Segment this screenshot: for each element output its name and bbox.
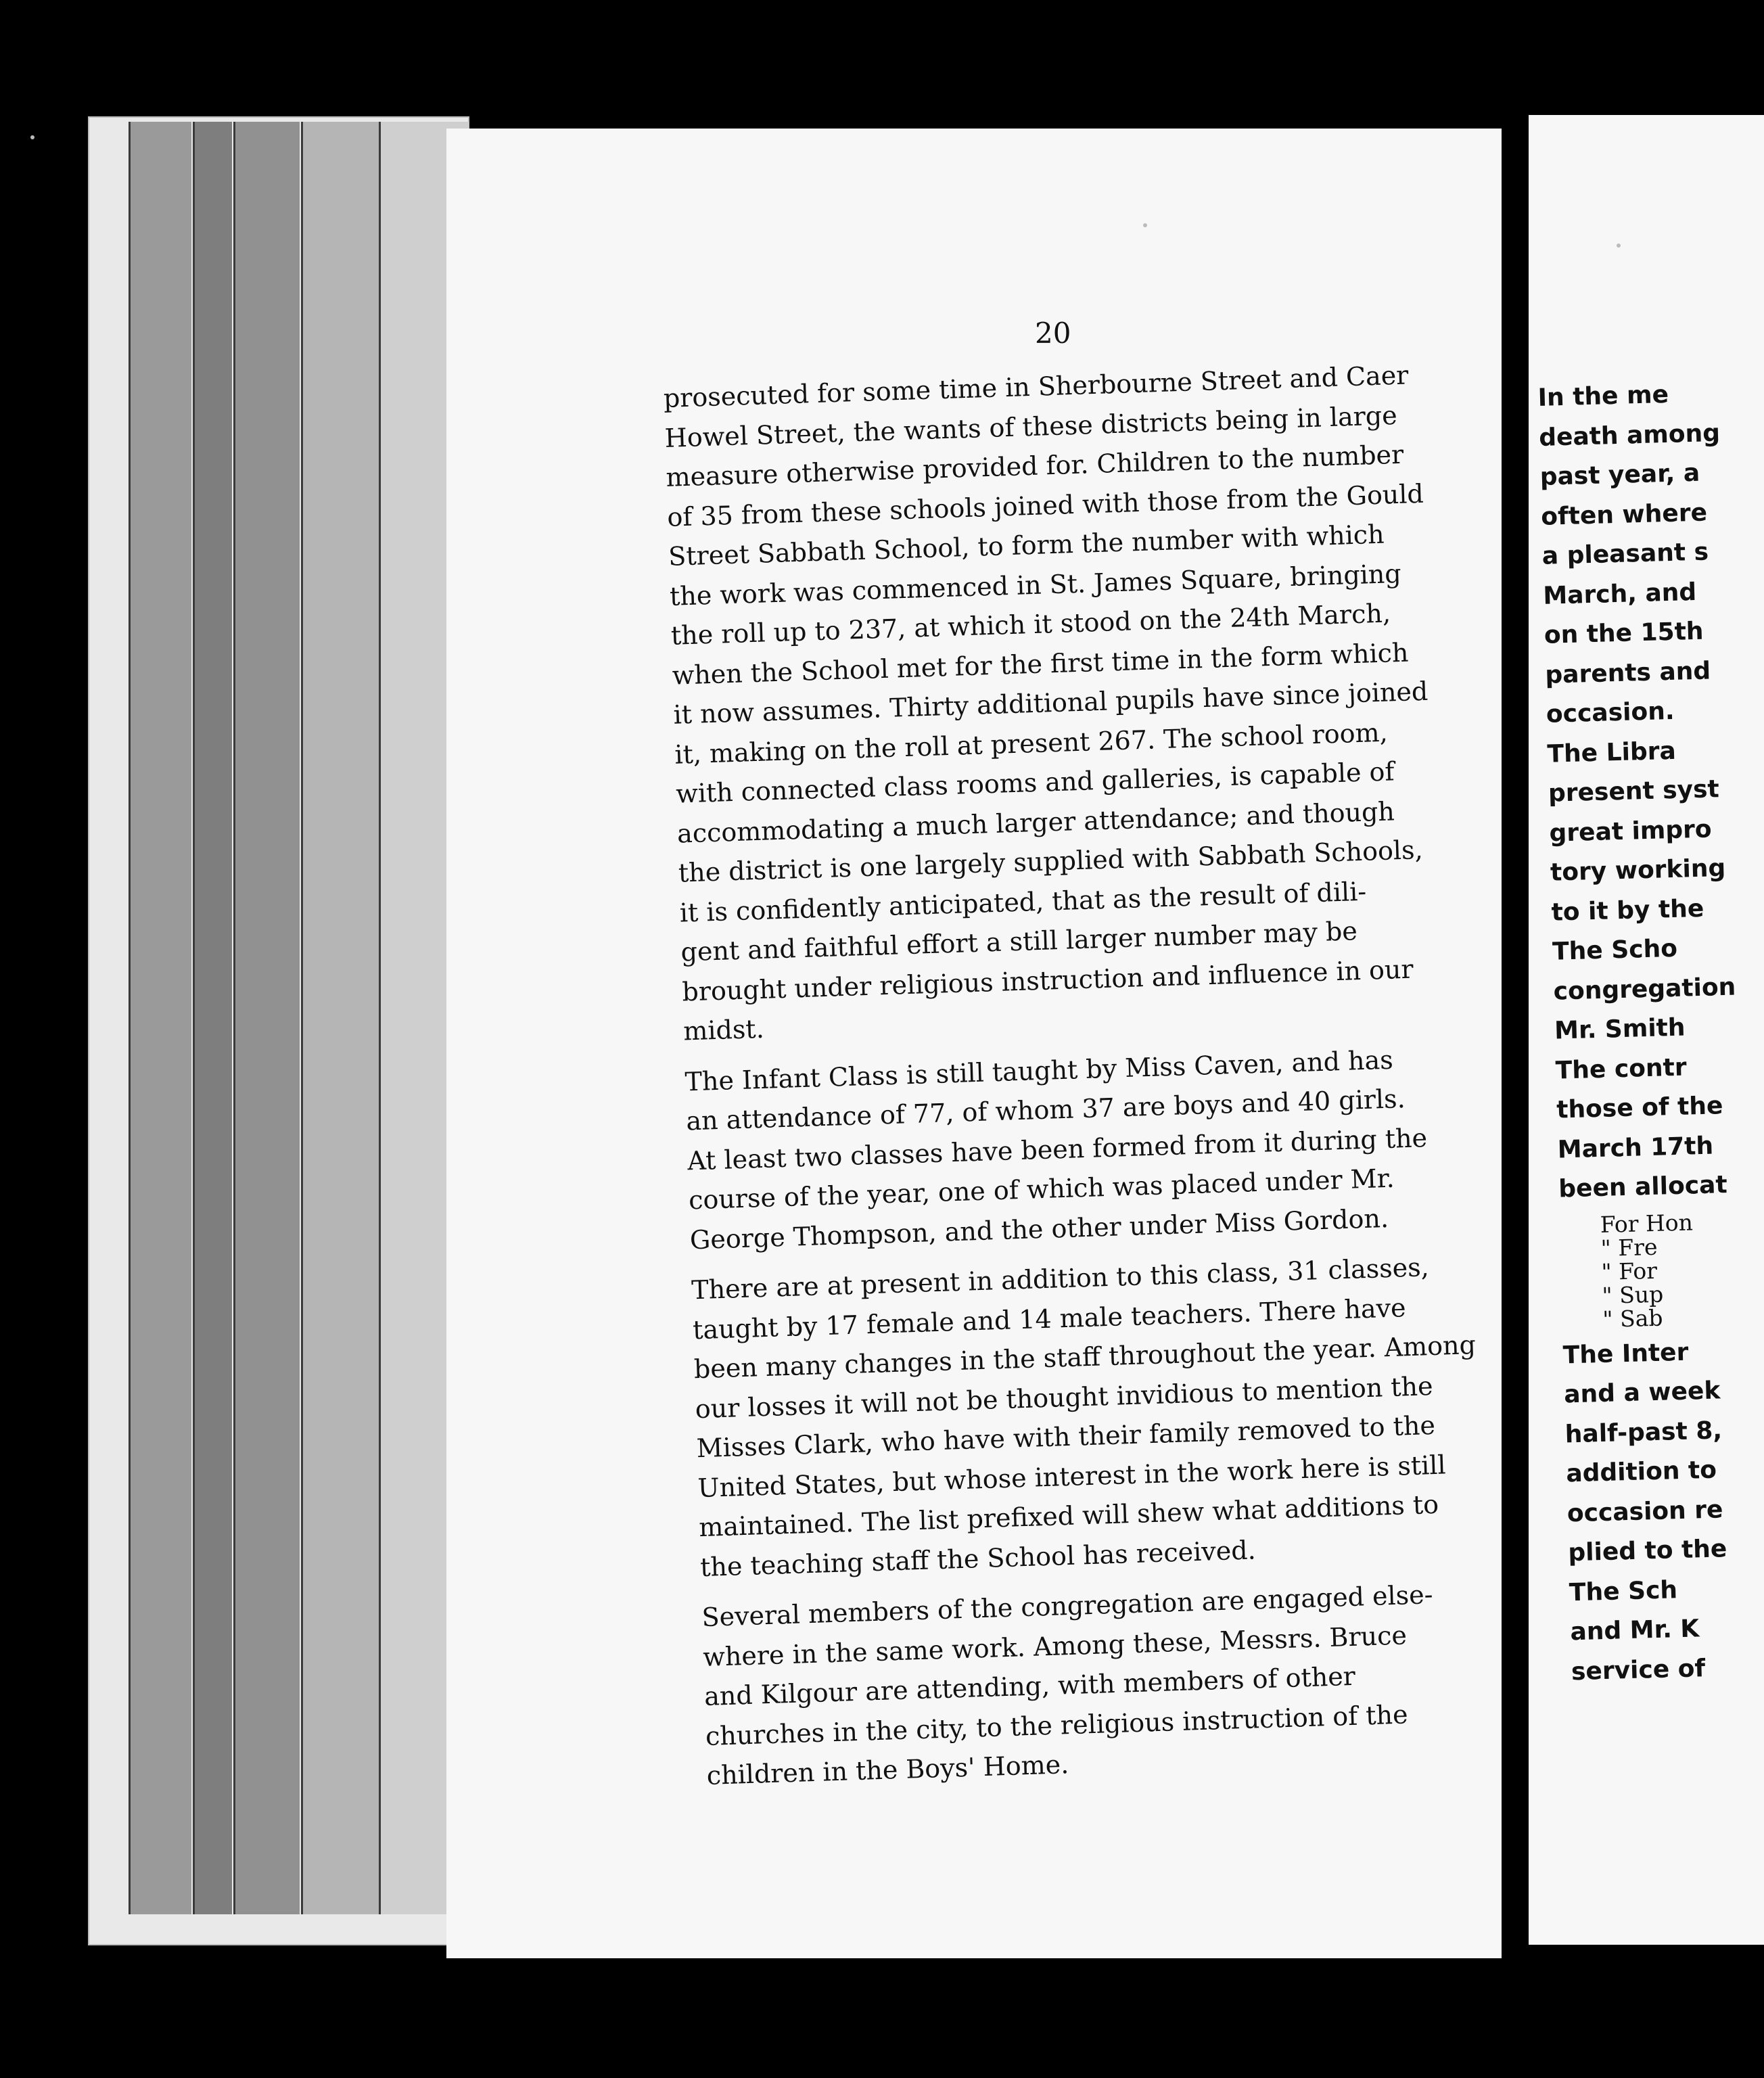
- text-line: death among: [1538, 419, 1721, 452]
- text-line: those of the: [1556, 1092, 1723, 1124]
- text-line: it now assumes. Thirty additional pupils have since joined: [672, 676, 1429, 730]
- text-line: and Kilgour are attending, with members of other: [703, 1661, 1356, 1712]
- speck: [1143, 223, 1147, 227]
- text-line: addition to: [1565, 1456, 1717, 1488]
- text-line: " Fre: [1600, 1233, 1658, 1262]
- text-line: occasion re: [1566, 1495, 1723, 1527]
- speck: [30, 135, 34, 139]
- text-line: parents and: [1544, 656, 1711, 689]
- text-line: on the 15th: [1544, 617, 1704, 649]
- text-line: Mr. Smith: [1554, 1013, 1686, 1045]
- text-line: the roll up to 237, at which it stood on the 24th March,: [670, 598, 1391, 651]
- text-line: the teaching staff the School has received.: [699, 1534, 1257, 1582]
- text-line: Howel Street, the wants of these districts being in large: [664, 400, 1398, 453]
- text-line: been allocat: [1558, 1171, 1728, 1203]
- speck: [1617, 244, 1621, 248]
- text-line: and a week: [1563, 1377, 1721, 1409]
- text-line: course of the year, one of which was placed under Mr.: [688, 1163, 1395, 1216]
- text-line: present syst: [1548, 775, 1720, 808]
- text-line: midst.: [682, 1013, 765, 1046]
- text-line: At least two classes have been formed from it during the: [687, 1122, 1428, 1176]
- text-line: great impro: [1549, 814, 1713, 848]
- text-line: the work was commenced in St. James Square, bringing: [669, 558, 1402, 611]
- text-line: children in the Boys' Home.: [706, 1749, 1069, 1791]
- text-line: The Scho: [1552, 934, 1678, 966]
- text-line: Misses Clark, who have with their family removed to the: [696, 1410, 1436, 1464]
- text-line: congregation: [1553, 973, 1736, 1006]
- right-page-text: [1537, 374, 1754, 1692]
- text-line: been many changes in the staff throughout the year. Among: [693, 1329, 1477, 1385]
- text-line: plied to the: [1567, 1535, 1727, 1567]
- text-line: the district is one largely supplied with Sabbath Schools,: [678, 835, 1424, 888]
- text-line: churches in the city, to the religious instruction of the: [705, 1699, 1409, 1751]
- text-line: " Sab: [1602, 1304, 1663, 1333]
- page-number: 20: [1035, 317, 1071, 350]
- text-line: The Infant Class is still taught by Miss Caven, and has: [684, 1044, 1394, 1096]
- page-edges: [129, 122, 191, 1914]
- text-line: with connected class rooms and galleries, is capable of: [675, 756, 1395, 809]
- text-line: it is confidently anticipated, that as the result of dili-: [679, 876, 1367, 928]
- text-line: United States, but whose interest in the work here is still: [697, 1449, 1447, 1503]
- text-line: to it by the: [1551, 894, 1704, 927]
- text-line: an attendance of 77, of whom 37 are boys and 40 girls.: [685, 1084, 1406, 1136]
- text-line: The Sch: [1569, 1575, 1678, 1607]
- text-line: prosecuted for some time in Sherbourne Street and Caer: [663, 360, 1409, 413]
- text-line: of 35 from these schools joined with those from the Gould: [666, 478, 1424, 532]
- text-line: a pleasant s: [1541, 538, 1709, 570]
- text-line: gent and faithful effort a still larger number may be: [680, 916, 1358, 967]
- text-line: past year, a: [1539, 459, 1700, 491]
- text-line: March, and: [1542, 578, 1697, 610]
- left-page-text: [663, 354, 1491, 1796]
- text-line: For Hon: [1600, 1208, 1694, 1238]
- text-line: service of: [1571, 1654, 1706, 1686]
- text-line: measure otherwise provided for. Children to the number: [665, 439, 1404, 492]
- text-line: tory working: [1550, 854, 1726, 887]
- text-line: taught by 17 female and 14 male teachers. There have: [692, 1292, 1407, 1345]
- text-line: March 17th: [1557, 1132, 1714, 1164]
- text-line: half-past 8,: [1564, 1416, 1723, 1448]
- text-line: it, making on the roll at present 267. The school room,: [674, 717, 1389, 770]
- text-line: The Inter: [1562, 1338, 1689, 1369]
- text-line: maintained. The list prefixed will shew what additions to: [698, 1489, 1439, 1543]
- text-line: Street Sabbath School, to form the number with which: [668, 519, 1385, 572]
- text-line: The Libra: [1546, 737, 1677, 768]
- text-line: occasion.: [1546, 697, 1675, 729]
- text-line: " Sup: [1601, 1280, 1664, 1309]
- text-line: accommodating a much larger attendance; and though: [676, 795, 1395, 849]
- page-edges: [193, 122, 232, 1914]
- text-line: In the me: [1537, 380, 1669, 412]
- text-line: often where: [1540, 499, 1708, 531]
- text-line: where in the same work. Among these, Messrs. Bruce: [702, 1619, 1408, 1672]
- text-line: and Mr. K: [1569, 1615, 1700, 1646]
- text-line: " For: [1601, 1257, 1658, 1285]
- text-line: There are at present in addition to this class, 31 classes,: [691, 1252, 1430, 1306]
- text-line: Several members of the congregation are engaged else-: [701, 1579, 1434, 1633]
- text-line: brought under religious instruction and influence in our: [681, 954, 1414, 1007]
- text-line: The contr: [1555, 1053, 1688, 1085]
- page-edges: [233, 122, 300, 1914]
- text-line: when the School met for the first time in the form which: [672, 637, 1409, 691]
- text-line: George Thompson, and the other under Miss Gordon.: [689, 1203, 1389, 1255]
- text-line: our losses it will not be thought invidious to mention the: [695, 1370, 1434, 1424]
